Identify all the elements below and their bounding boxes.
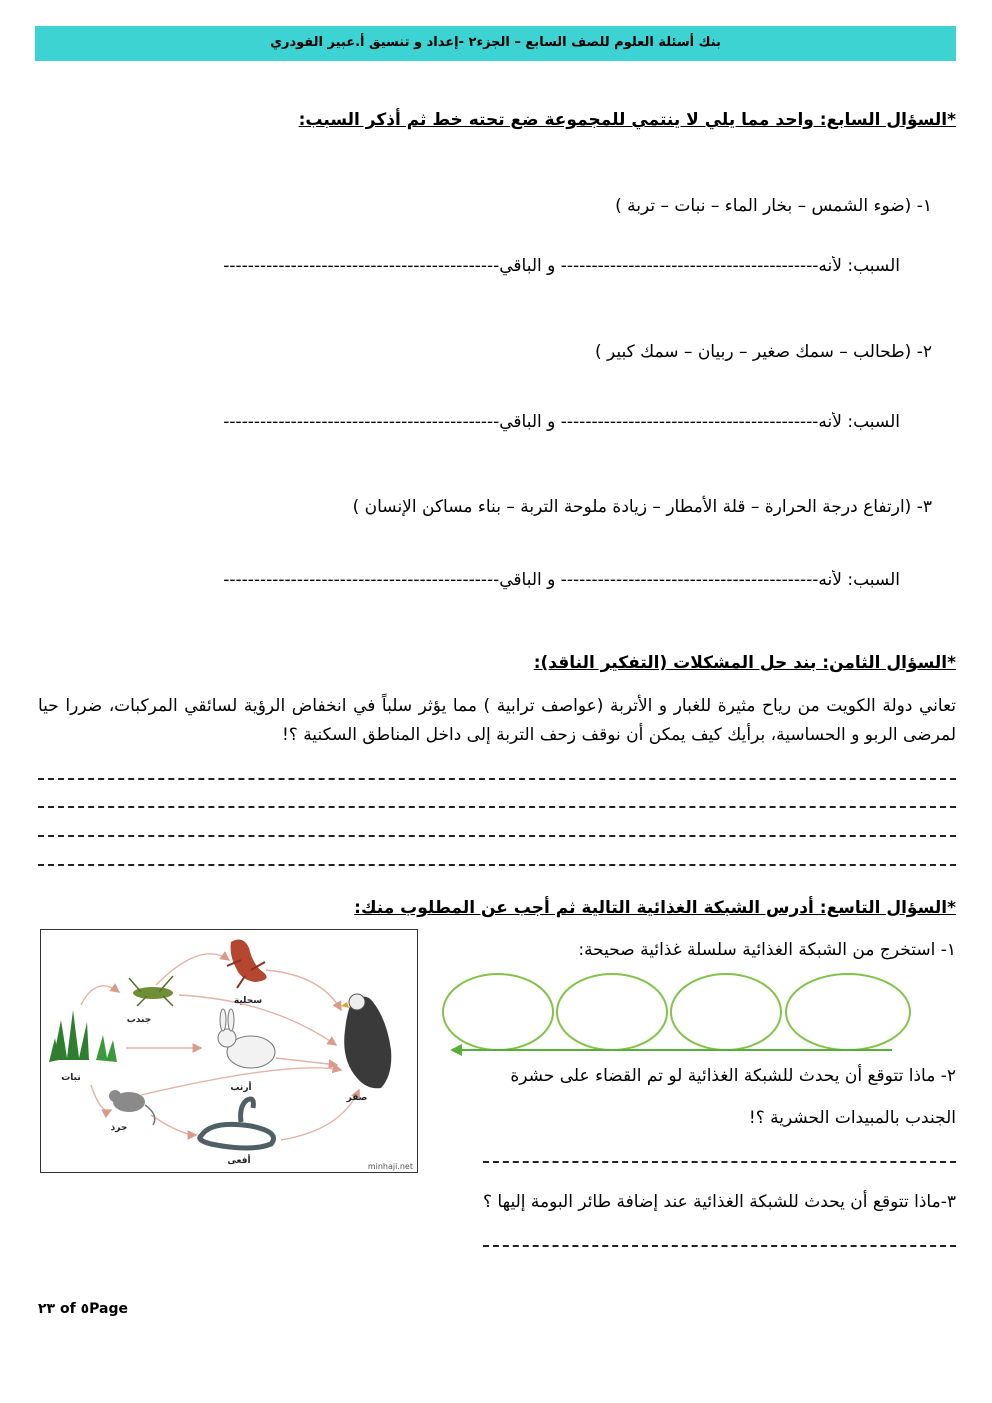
q9-sub1: ١- استخرج من الشبكة الغذائية سلسلة غذائية صحيحة:: [578, 940, 956, 960]
reason-label: السبب: لأنه: [818, 570, 900, 590]
answer-line[interactable]: [483, 1245, 956, 1247]
answer-line[interactable]: [38, 806, 956, 808]
rabbit-label: أرنب: [230, 1083, 252, 1093]
q7-item-1: [615, 196, 932, 216]
rat-label: جرذ: [110, 1123, 128, 1133]
q7-item-3: [353, 497, 932, 517]
watermark: minhaji.net: [367, 1162, 413, 1171]
q7-item-2: [595, 342, 932, 362]
rest-label: و الباقي: [499, 570, 556, 590]
q7-title: *السؤال السابع: واحد مما يلي لا ينتمي للمجموعة ضع تحته خط ثم أذكر السبب:: [298, 110, 956, 130]
q7-item-1-text: (ضوء الشمس – بخار الماء – نبات – تربة ): [615, 196, 912, 216]
eagle-label: صقر: [346, 1093, 368, 1103]
grasshopper-label: جندب: [126, 1015, 152, 1025]
page-footer: ٢٣ of ٥Page: [38, 1301, 128, 1317]
header-bar: [35, 26, 956, 61]
food-web-arrows: [81, 954, 359, 1140]
reason-label: السبب: لأنه: [818, 256, 900, 276]
answer-line[interactable]: [38, 835, 956, 837]
q9-sub2-line2: الجندب بالمبيدات الحشرية ؟!: [748, 1108, 956, 1128]
food-web-diagram: [40, 929, 418, 1173]
q9-sub3: ٣-ماذا تتوقع أن يحدث للشبكة الغذائية عند إضافة طائر البومة إليها ؟: [483, 1192, 956, 1212]
chain-oval[interactable]: [443, 974, 553, 1050]
q7-item-1-num: ١-: [916, 196, 932, 216]
food-web-svg: [41, 930, 417, 1172]
q7-item-2-text: (طحالب – سمك صغير – ربيان – سمك كبير ): [594, 342, 912, 362]
reason-label: السبب: لأنه: [818, 412, 900, 432]
q8-paragraph: تعاني دولة الكويت من رياح مثيرة للغبار و الأتربة (عواصف ترابية ) مما يؤثر سلباً في انخفاض الرؤية لسائقي المركبات، ضررا حيا لمرضى الربو و الحساسية، برأيك كيف يمكن أن نوقف زحف التربة إلى داخل المناطق السكنية ؟!: [38, 696, 956, 745]
grasshopper-icon: [129, 976, 173, 1006]
answer-line[interactable]: [483, 1161, 956, 1163]
eagle-icon: [341, 994, 391, 1088]
chain-oval[interactable]: [557, 974, 667, 1050]
rest-label: و الباقي: [499, 412, 556, 432]
q8-title: *السؤال الثامن: بند حل المشكلات (التفكير الناقد):: [533, 653, 956, 673]
q9-sub2-line1: ٢- ماذا تتوقع أن يحدث للشبكة الغذائية لو تم القضاء على حشرة: [510, 1066, 956, 1086]
q7-reason-1: السبب: لأنه------------------------------------------ و الباقي---------------------------------------------: [223, 256, 900, 276]
chain-oval[interactable]: [786, 974, 910, 1050]
q7-item-2-num: ٢-: [916, 342, 932, 362]
lizard-label: سحلية: [233, 996, 263, 1006]
snake-icon: [200, 1099, 274, 1148]
rat-icon: [109, 1090, 155, 1125]
q7-item-3-num: ٣-: [916, 497, 932, 517]
lizard-icon: [227, 940, 267, 988]
header-title: بنك أسئلة العلوم للصف السابع – الجزء٢ -إعداد و تنسيق أ.عبير الفودري: [270, 35, 721, 50]
q7-reason-3: السبب: لأنه------------------------------------------ و الباقي---------------------------------------------: [223, 570, 900, 590]
answer-line[interactable]: [38, 864, 956, 866]
plant-icon: [49, 1010, 117, 1062]
q9-title: *السؤال التاسع: أدرس الشبكة الغذائية التالية ثم أجب عن المطلوب منك:: [354, 898, 956, 918]
chain-oval[interactable]: [671, 974, 781, 1050]
rabbit-icon: [218, 1009, 275, 1068]
chain-arrow: [448, 1042, 894, 1058]
q7-reason-2: السبب: لأنه------------------------------------------ و الباقي---------------------------------------------: [223, 412, 900, 432]
snake-label: أفعى: [227, 1156, 251, 1166]
answer-line[interactable]: [38, 778, 956, 780]
rest-label: و الباقي: [499, 256, 556, 276]
q7-item-3-text: (ارتفاع درجة الحرارة – قلة الأمطار – زيادة ملوحة التربة – بناء مساكن الإنسان ): [352, 497, 912, 517]
plant-label: نبات: [61, 1073, 81, 1083]
